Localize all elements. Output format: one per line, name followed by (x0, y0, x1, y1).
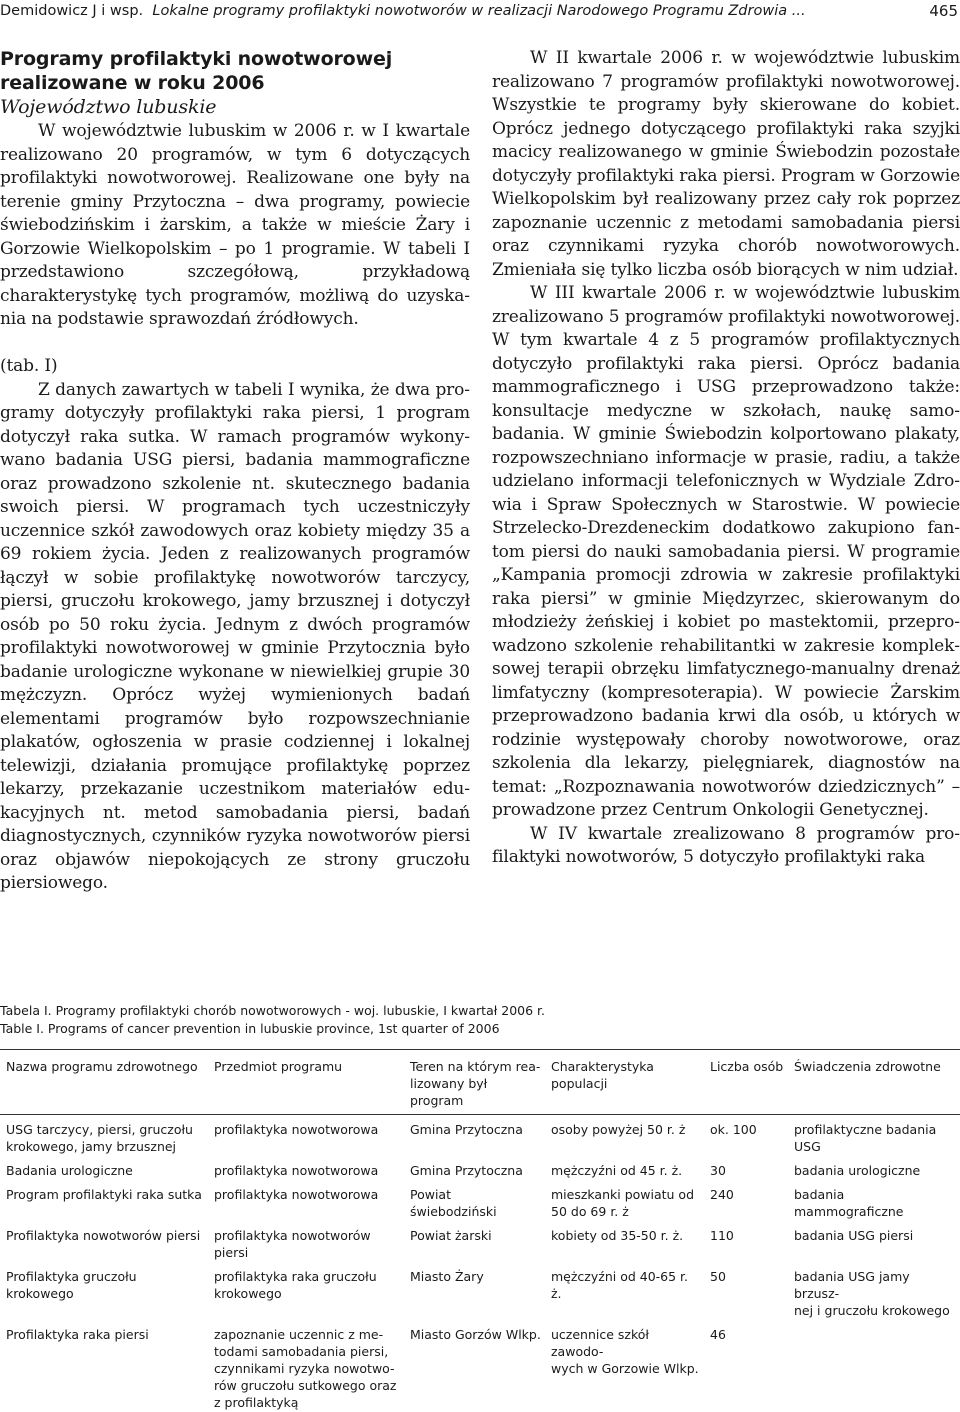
table-cell: Gmina Przytoczna (410, 1122, 523, 1137)
table-cell: Powiat żarski (410, 1228, 492, 1243)
table-cell: 240 (710, 1187, 734, 1202)
table-cell: Miasto Żary (410, 1269, 484, 1284)
table-cell: osoby powyżej 50 r. ż (551, 1122, 686, 1137)
data-table (0, 1049, 960, 1412)
table-wrap (0, 1049, 960, 1412)
table-cell: Powiat świebodziński (410, 1187, 497, 1219)
table-cell: 46 (710, 1327, 726, 1342)
table-cell: Gmina Przytoczna (410, 1163, 523, 1178)
paragraph: W III kwartale 2006 r. w województwie lubuskim zrealizowano 5 programów profilaktyki nowotworowej. W tym kwartale 4 z 5 programów profilaktycznych dotyczyło profilaktyki raka piersi. Oprócz badania mammograficznego i USG przeprowadzono także: konsultacje medyczne w szkołach, naukę samobadania. W gminie Świebodzin kolportowano plakaty, rozpowszechniano informacje w prasie, radiu, a także udzielano informacji telefonicznych w Wydziale Zdrowia i Spraw Społecznych w Starostwie. W powiecie Strzelecko-Drezdeneckim dodatkowo zakupiono fantom piersi do nauki samobadania piersi. W programie „Kampania promocji zdrowia w zakresie profilaktyki raka piersi” w gminie Międzyrzec, skierowanym do młodzieży żeńskiej i kobiet po mastektomii, przeprowadzono szkolenie rehabilitantki w zakresie kompleksowej terapii obrzęku limfatycznego-manualny drenaż limfatyczny (kompresoterapia). W powiecie Żarskim przeprowadzono badania krwi dla osób, u których w rodzinie występowały choroby nowotworowe, oraz szkolenia dla lekarzy, pielęgniarek, diagnostów na temat: „Rozpoznawania nowotworów dziedzicznych” – prowadzone przez Centrum Onkologii Genetycznej. (492, 283, 960, 820)
table-row (0, 1115, 960, 1157)
table-cell: USG tarczycy, piersi, gruczołu krokowego, jamy brzusznej (6, 1122, 193, 1154)
table-row (0, 1180, 960, 1221)
region-heading: Województwo lubuskie (0, 96, 217, 118)
table-header-cell: Teren na którym rea- lizowany był program (410, 1059, 541, 1108)
table-header-cell: Liczba osób (710, 1059, 784, 1074)
table-header-cell: Nazwa programu zdrowotnego (6, 1059, 198, 1074)
page-number: 465 (929, 2, 958, 20)
table-cell: 110 (710, 1228, 734, 1243)
table-row (0, 1221, 960, 1262)
table-cell: badania USG jamy brzusz- nej i gruczołu krokowego (794, 1269, 950, 1318)
table-row (0, 1262, 960, 1320)
paragraph: W IV kwartale zrealizowano 8 programów profilaktyki nowotworów, 5 dotyczyło profilaktyki raka (492, 823, 960, 867)
table-cell: profilaktyka nowotworowa (214, 1163, 379, 1178)
table-caption (0, 1002, 960, 1038)
section-heading: Programy profilaktyki nowotworowej realizowane w roku 2006 (0, 48, 393, 94)
table-cell: Profilaktyka raka piersi (6, 1327, 149, 1342)
table-cell: zapoznanie uczennic z me- todami samobadania piersi, czynnikami ryzyka nowotwo- rów gruczołu sutkowego oraz z profilaktyką (214, 1327, 397, 1410)
spacer (0, 332, 470, 356)
table-row (0, 1156, 960, 1180)
table-cell: 30 (710, 1163, 726, 1178)
table-cell: uczennice szkół zawodo- wych w Gorzowie Wlkp. (551, 1327, 699, 1376)
running-head-left (0, 0, 806, 22)
table-cell: Miasto Gorzów Wlkp. (410, 1327, 541, 1342)
table-cell: badania urologiczne (794, 1163, 921, 1178)
running-head-title: Lokalne programy profilaktyki nowotworów w realizacji Narodowego Programu Zdrowia ... (152, 3, 806, 19)
table-cell (788, 1320, 960, 1412)
table-cell: profilaktyka nowotworowa (214, 1187, 379, 1202)
table-reference: (tab. I) (0, 356, 58, 376)
table-cell: badania mammograficzne (794, 1187, 904, 1219)
table-cell: Program profilaktyki raka sutka (6, 1187, 202, 1202)
table-cell: ok. 100 (710, 1122, 757, 1137)
table-cell: Profilaktyka nowotworów piersi (6, 1228, 201, 1243)
table-cell: Profilaktyka gruczołu krokowego (6, 1269, 137, 1301)
paragraph: W II kwartale 2006 r. w województwie lubuskim realizowano 7 programów profilaktyki nowotworowej. Wszystkie te programy były skierowane do kobiet. Oprócz jednego dotyczącego profilaktyki raka szyjki macicy realizowanego w gminie Świebodzin pozostałe dotyczyły profilaktyki raka piersi. Program w Gorzowie Wielkopolskim był realizowany przez cały rok poprzez zapoznanie uczennic z metodami samobadania piersi oraz czynnikami ryzyka chorób nowotworowych. Zmieniała się tylko liczba osób biorących w nim udział. (492, 48, 960, 280)
running-head-authors: Demidowicz J i wsp. (0, 3, 144, 19)
table-header-cell: Charakterystyka populacji (551, 1059, 654, 1091)
table-cell: mężczyźni od 45 r. ż. (551, 1163, 683, 1178)
table-cell: kobiety od 35-50 r. ż. (551, 1228, 684, 1243)
right-column (492, 47, 960, 870)
table-cell: mężczyźni od 40-65 r. ż. (551, 1269, 689, 1301)
table-header-cell: Świadczenia zdrowotne (794, 1059, 941, 1074)
table-cell: mieszkanki powiatu od 50 do 69 r. ż (551, 1187, 695, 1219)
paragraph: W województwie lubuskim w 2006 r. w I kwartale realizowano 20 programów, w tym 6 dotyczących profilaktyki nowotworowej. Realizowane one były na terenie gminy Przytoczna – dwa programy, powiecie świebodzińskim i żarskim, a także w mieście Żary i Gorzowie Wielkopolskim – po 1 programie. W tabeli I przedstawiono szczegółową, przykładową charakterystykę tych programów, możliwą do uzyskania na podstawie sprawozdań źródłowych. (0, 121, 470, 329)
paragraph: Z danych zawartych w tabeli I wynika, że dwa programy dotyczyły profilaktyki raka piersi, 1 program dotyczył raka sutka. W ramach programów wykonywano badania USG piersi, badania mammograficzne oraz prowadzono szkolenie nt. skutecznego badania swoich piersi. W programach tych uczestniczyły uczennice szkół zawodowych oraz kobiety między 35 a 69 rokiem życia. Jeden z realizowanych programów łączył w sobie profilaktykę nowotworów tarczycy, piersi, gruczołu krokowego, jamy brzusznej i dotyczył osób po 50 roku życia. Jednym z dwóch programów profilaktyki nowotworowej w gminie Przytocznia było badanie urologiczne wykonane w niewielkiej grupie 30 mężczyzn. Oprócz wyżej wymienionych badań elementami programów było rozpowszechnianie plakatów, ogłoszenia w prasie codziennej i lokalnej telewizji, działania promujące profilaktykę poprzez lekarzy, przekazanie uczestnikom materiałów edukacyjnych nt. metod samobadania piersi, badań diagnostycznych, czynników ryzyka nowotworów piersi oraz objawów niepokojących ze strony gruczołu piersiowego. (0, 379, 470, 893)
table-cell: profilaktyczne badania USG (794, 1122, 937, 1154)
table-header-row (0, 1050, 960, 1115)
table-cell: 50 (710, 1269, 726, 1284)
table-caption-en: Table I. Programs of cancer prevention in lubuskie province, 1st quarter of 2006 (0, 1021, 500, 1036)
table-cell: profilaktyka nowotworów piersi (214, 1228, 371, 1260)
running-head (0, 0, 960, 24)
table-cell: Badania urologiczne (6, 1163, 133, 1178)
table-caption-pl: Tabela I. Programy profilaktyki chorób nowotworowych - woj. lubuskie, I kwartał 2006 r. (0, 1003, 546, 1018)
table-cell: profilaktyka nowotworowa (214, 1122, 379, 1137)
table-cell: badania USG piersi (794, 1228, 914, 1243)
table-header-cell: Przedmiot programu (214, 1059, 343, 1074)
table-cell: profilaktyka raka gruczołu krokowego (214, 1269, 377, 1301)
left-column (0, 47, 470, 896)
table-row (0, 1320, 960, 1412)
